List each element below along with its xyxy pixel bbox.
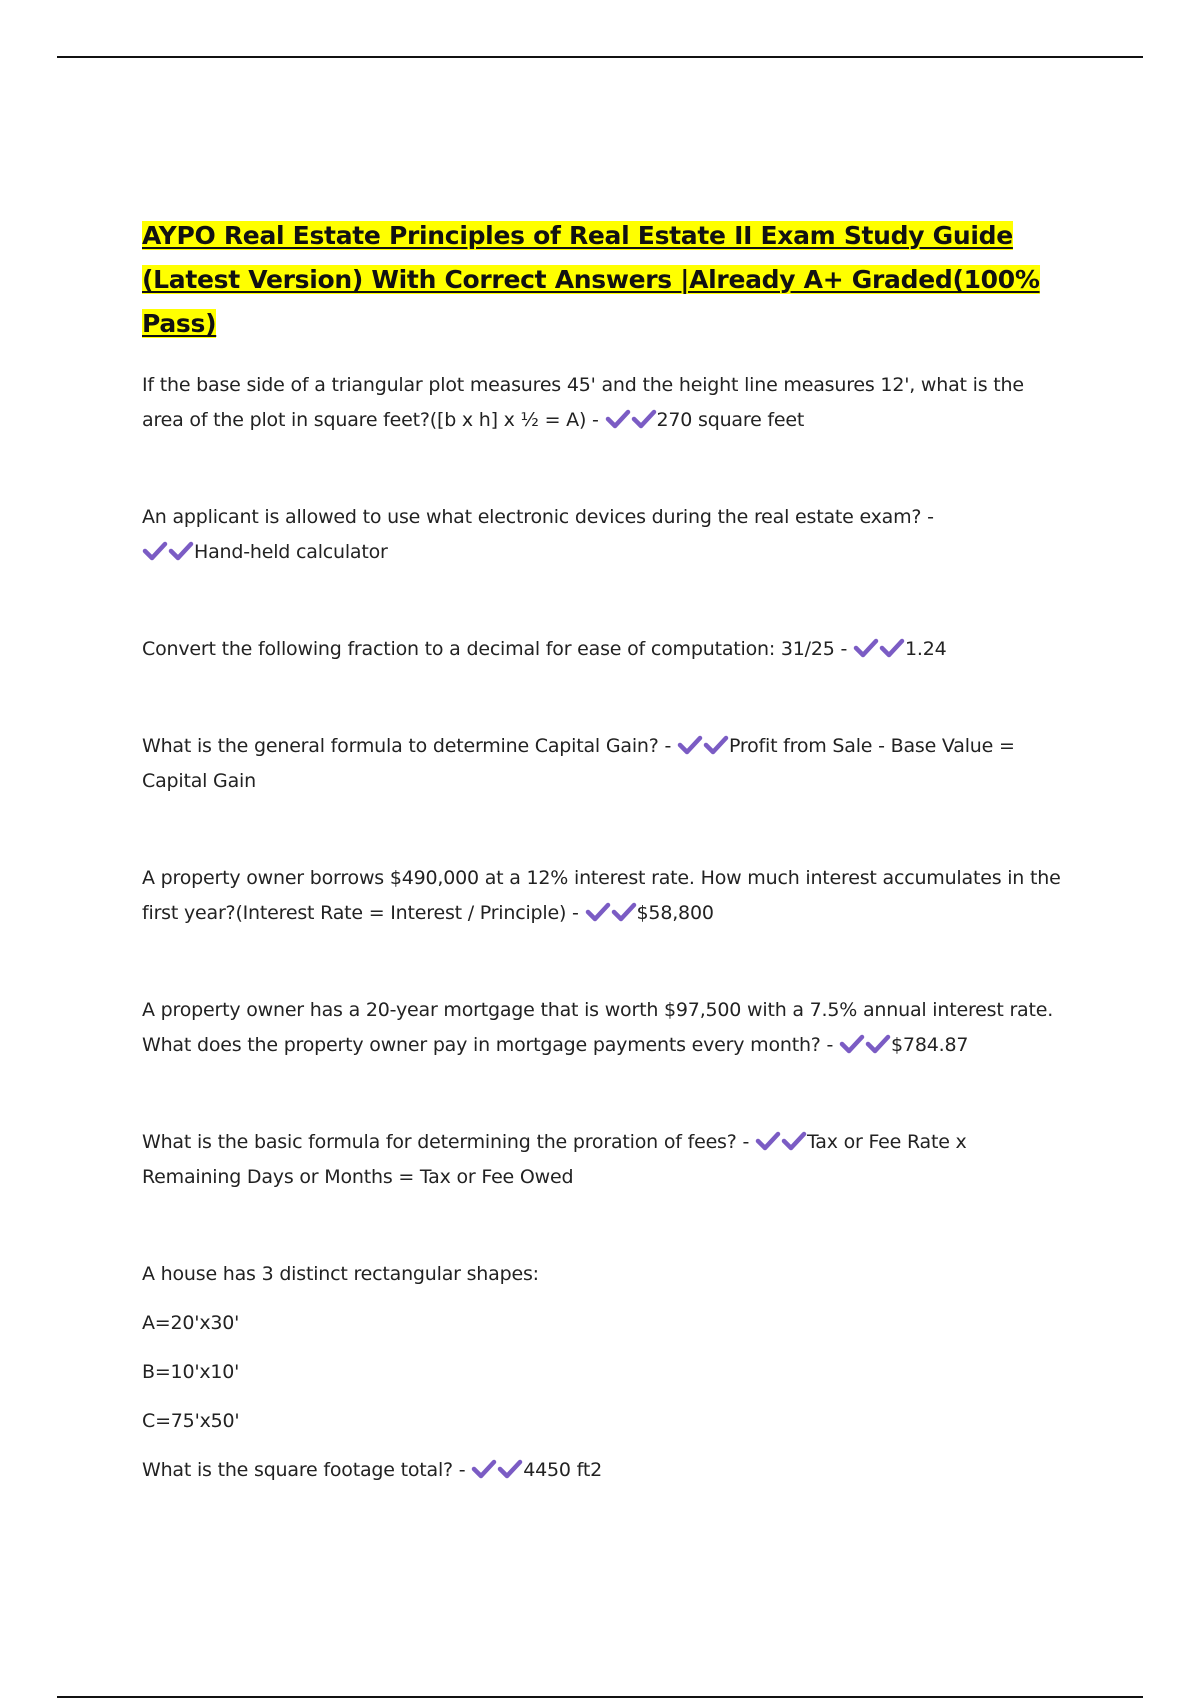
qa-item-4 [142,729,1062,799]
question-text: A property owner borrows $490,000 at a 12% interest rate. How much interest accumulates in the first year?(Interest Rate = Interest / Principle) - [142,867,1061,924]
footer-rule [57,1696,1143,1698]
check-icon [703,735,729,755]
qa-item-5 [142,861,1062,931]
question-text: Convert the following fraction to a decimal for ease of computation: 31/25 - [142,638,848,660]
answer-text: $784.87 [891,1034,969,1056]
qa-item-6 [142,993,1062,1063]
qa-item-2 [142,500,1062,570]
check-icon [839,1034,865,1054]
qa-item-7 [142,1125,1062,1195]
shape-c-dimensions: C=75'x50' [142,1410,240,1432]
question-text: What is the square footage total? - [142,1459,466,1481]
check-icon [497,1459,523,1479]
document-title: AYPO Real Estate Principles of Real Estate II Exam Study Guide (Latest Version) With Correct Answers |Already A+ Graded(100% Pass) [142,221,1040,338]
check-icon [168,541,194,561]
answer-text: 4450 ft2 [523,1459,602,1481]
check-icon [142,541,168,561]
check-icon [585,902,611,922]
question-text: What is the basic formula for determining the proration of fees? - [142,1131,750,1153]
check-icons [471,1459,602,1481]
qa-item-8 [142,1257,1062,1488]
check-icon [611,902,637,922]
check-icons [853,638,947,660]
check-icons [677,735,729,757]
check-icons [839,1034,968,1056]
check-icon [853,638,879,658]
question-text: A property owner has a 20-year mortgage that is worth $97,500 with a 7.5% annual interest rate. What does the property owner pay in mortgage payments every month? - [142,999,1054,1056]
check-icons [142,541,388,563]
check-icon [677,735,703,755]
check-icon [755,1131,781,1151]
document-body [142,214,1062,1488]
shape-a-dimensions: A=20'x30' [142,1312,240,1334]
answer-text: Tax or Fee Rate x Remaining Days or Months = Tax or Fee Owed [142,1131,967,1188]
question-text: What is the general formula to determine Capital Gain? - [142,735,672,757]
shape-b-dimensions: B=10'x10' [142,1361,240,1383]
check-icons [585,902,714,924]
shapes-intro: A house has 3 distinct rectangular shapes: [142,1263,539,1285]
check-icon [879,638,905,658]
check-icon [631,409,657,429]
answer-text: Profit from Sale - Base Value = Capital Gain [142,735,1015,792]
qa-item-3 [142,632,1062,667]
answer-text: $58,800 [636,902,714,924]
check-icon [471,1459,497,1479]
header-rule [57,56,1143,58]
check-icon [605,409,631,429]
check-icons [605,409,805,431]
qa-item-1 [142,368,1062,438]
square-footage-question [142,1453,1062,1488]
answer-text: 270 square feet [656,409,805,431]
check-icon [865,1034,891,1054]
check-icons [755,1131,807,1153]
check-icon [781,1131,807,1151]
answer-text: Hand-held calculator [194,541,388,563]
question-text: An applicant is allowed to use what electronic devices during the real estate exam? - [142,506,934,528]
question-text: If the base side of a triangular plot measures 45' and the height line measures 12', what is the area of the plot in square feet?([b x h] x ½ = A) - [142,374,1024,431]
answer-text: 1.24 [905,638,947,660]
